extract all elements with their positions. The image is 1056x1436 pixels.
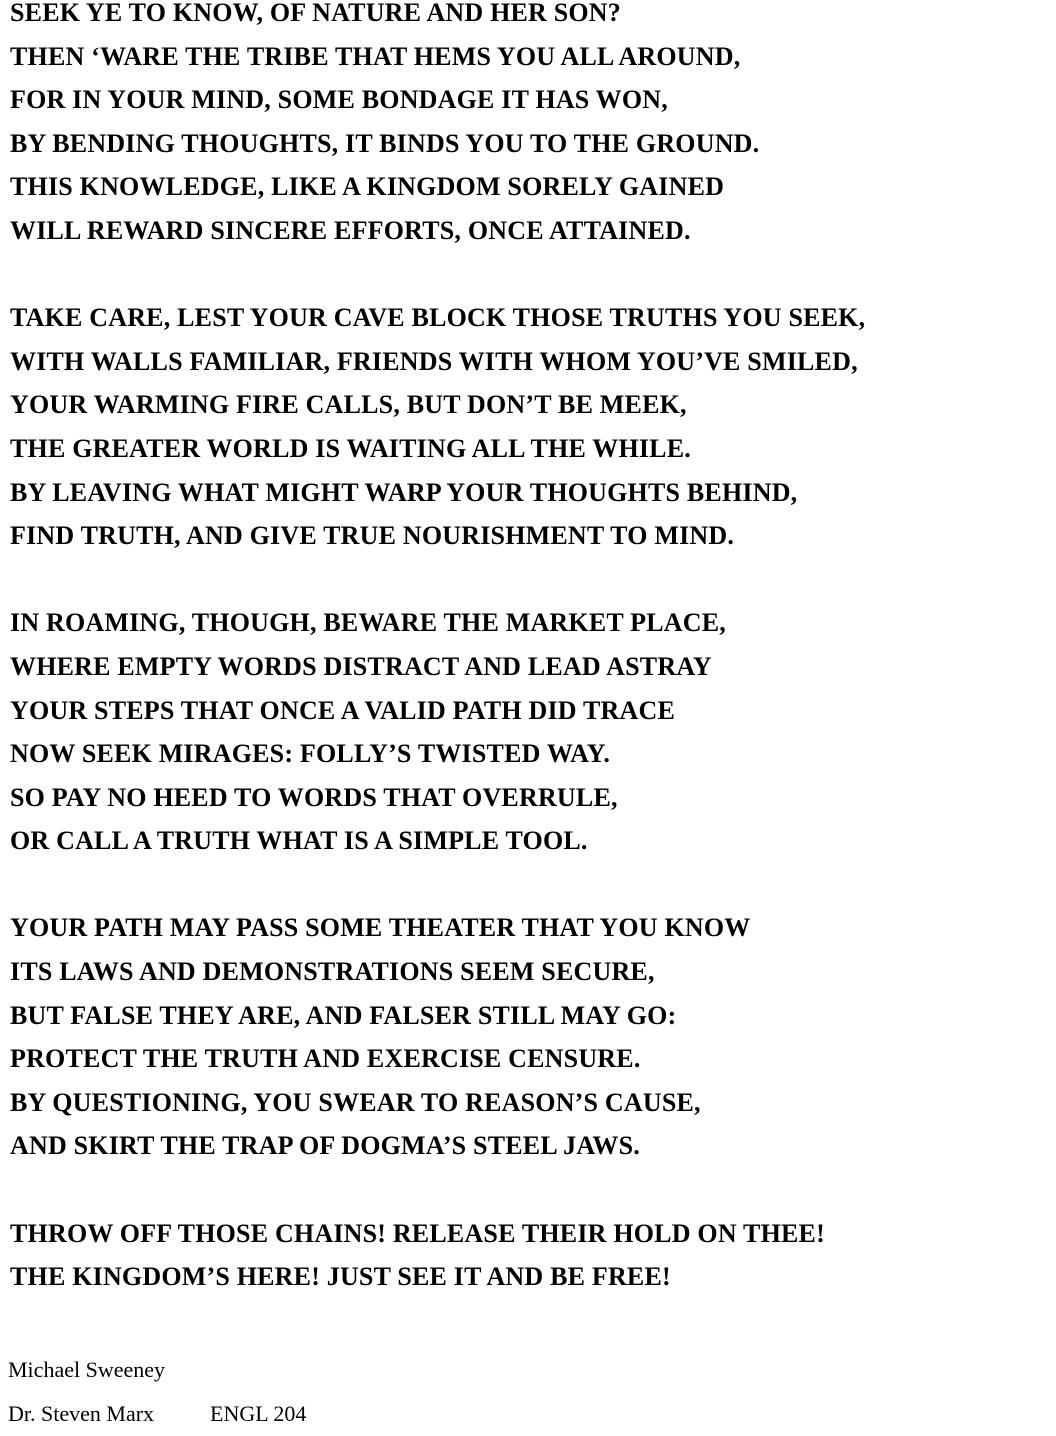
poem-line: ITS LAWS AND DEMONSTRATIONS SEEM SECURE, <box>10 957 655 987</box>
poem-line: YOUR PATH MAY PASS SOME THEATER THAT YOU KNOW <box>10 913 751 943</box>
poem-line: IN ROAMING, THOUGH, BEWARE THE MARKET PLACE, <box>10 608 726 638</box>
course-code: ENGL 204 <box>210 1401 307 1426</box>
poem-line: AND SKIRT THE TRAP OF DOGMA’S STEEL JAWS. <box>10 1131 640 1161</box>
stanza-5 <box>10 1212 1056 1299</box>
poem-line: BY QUESTIONING, YOU SWEAR TO REASON’S CAUSE, <box>10 1087 701 1117</box>
stanza-divider <box>10 253 1056 297</box>
poem-line: THEN ‘WARE THE TRIBE THAT HEMS YOU ALL AROUND, <box>10 41 741 71</box>
author-name: Michael Sweeney <box>8 1357 165 1382</box>
poem-line: THE KINGDOM’S HERE! JUST SEE IT AND BE FREE! <box>10 1262 671 1292</box>
stanza-divider <box>10 558 1056 602</box>
poem-line: BY BENDING THOUGHTS, IT BINDS YOU TO THE GROUND. <box>10 128 760 158</box>
poem-line: PROTECT THE TRUTH AND EXERCISE CENSURE. <box>10 1044 641 1074</box>
poem-line: THIS KNOWLEDGE, LIKE A KINGDOM SORELY GAINED <box>10 172 725 202</box>
stanza-1 <box>10 0 1056 253</box>
poem-line: TAKE CARE, LEST YOUR CAVE BLOCK THOSE TRUTHS YOU SEEK, <box>10 303 866 333</box>
poem-line: FIND TRUTH, AND GIVE TRUE NOURISHMENT TO MIND. <box>10 521 735 551</box>
poem-line: YOUR WARMING FIRE CALLS, BUT DON’T BE MEEK, <box>10 390 687 420</box>
poem-page <box>10 0 1056 1299</box>
poem-line: BUT FALSE THEY ARE, AND FALSER STILL MAY GO: <box>10 1000 677 1030</box>
stanza-4 <box>10 906 1056 1168</box>
poem-line: FOR IN YOUR MIND, SOME BONDAGE IT HAS WON, <box>10 85 668 115</box>
poem-line: SEEK YE TO KNOW, OF NATURE AND HER SON? <box>10 0 621 27</box>
poem-line: WHERE EMPTY WORDS DISTRACT AND LEAD ASTRAY <box>10 651 712 681</box>
signature-block <box>8 1348 306 1436</box>
poem-line: BY LEAVING WHAT MIGHT WARP YOUR THOUGHTS BEHIND, <box>10 477 798 507</box>
instructor-name: Dr. Steven Marx <box>8 1401 155 1426</box>
poem-line: THE GREATER WORLD IS WAITING ALL THE WHILE. <box>10 433 691 463</box>
poem-line: NOW SEEK MIRAGES: FOLLY’S TWISTED WAY. <box>10 739 611 769</box>
stanza-divider <box>10 863 1056 907</box>
instructor-course-line <box>8 1392 306 1436</box>
stanza-3 <box>10 601 1056 863</box>
poem-line: WITH WALLS FAMILIAR, FRIENDS WITH WHOM YOU’VE SMILED, <box>10 346 858 376</box>
poem-line: THROW OFF THOSE CHAINS! RELEASE THEIR HOLD ON THEE! <box>10 1218 825 1248</box>
poem-line: WILL REWARD SINCERE EFFORTS, ONCE ATTAINED. <box>10 215 691 245</box>
poem-line: YOUR STEPS THAT ONCE A VALID PATH DID TRACE <box>10 695 676 725</box>
stanza-2 <box>10 296 1056 558</box>
stanza-divider <box>10 1168 1056 1212</box>
poem-line: SO PAY NO HEED TO WORDS THAT OVERRULE, <box>10 782 618 812</box>
poem-line: OR CALL A TRUTH WHAT IS A SIMPLE TOOL. <box>10 826 588 856</box>
